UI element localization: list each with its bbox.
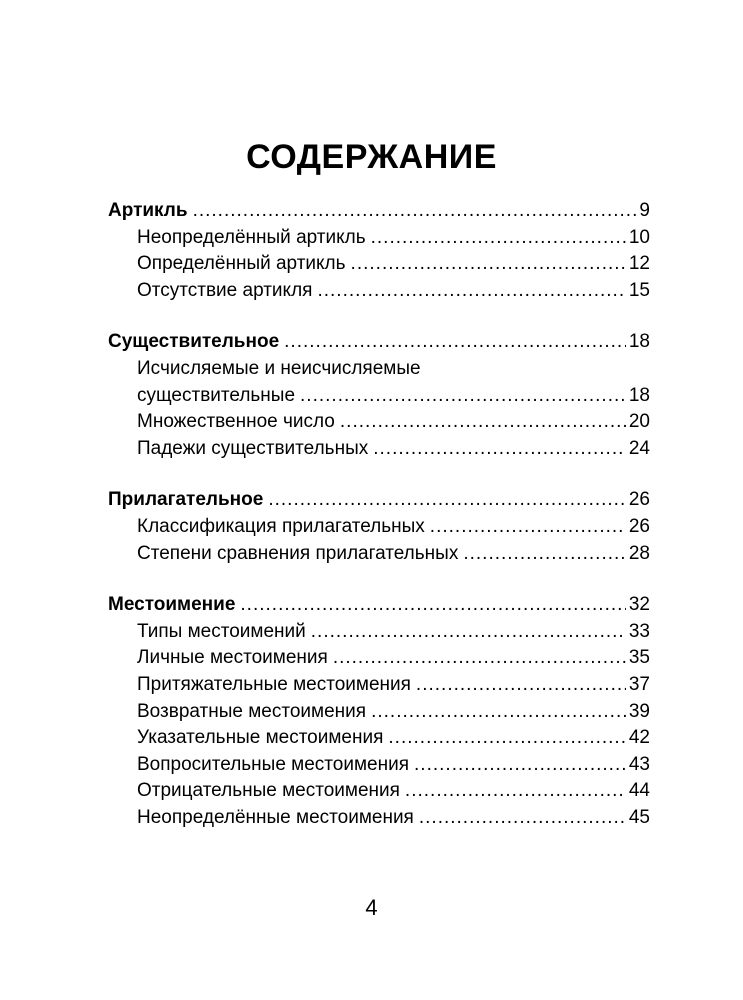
toc-page-number: 32 xyxy=(628,594,650,616)
dot-leader xyxy=(268,487,626,514)
dot-leader xyxy=(463,541,626,568)
toc-page-number: 43 xyxy=(628,753,650,775)
dot-leader xyxy=(351,251,626,278)
footer-page-number: 4 xyxy=(365,895,378,920)
toc-page-number: 42 xyxy=(628,727,650,749)
toc-page-number: 44 xyxy=(628,780,650,802)
toc-section-noun xyxy=(108,329,650,462)
toc-heading-label: Существительное xyxy=(108,331,280,353)
toc-page-number: 24 xyxy=(628,437,650,459)
toc-heading-label: Прилагательное xyxy=(108,489,264,511)
toc-item-label: Множественное число xyxy=(137,411,335,433)
dot-leader xyxy=(414,752,626,779)
toc-page-number: 18 xyxy=(628,384,650,406)
toc-page-number: 9 xyxy=(639,200,650,221)
toc-heading-label: Местоимение xyxy=(108,594,236,616)
toc-page-number: 12 xyxy=(628,253,650,275)
table-of-contents xyxy=(108,198,650,856)
toc-heading-noun[interactable] xyxy=(108,329,650,356)
toc-item[interactable] xyxy=(108,541,650,568)
toc-item-label: Отрицательные местоимения xyxy=(137,780,400,802)
toc-page-number: 45 xyxy=(628,806,650,828)
toc-page-number: 28 xyxy=(628,542,650,564)
toc-section-adjective xyxy=(108,487,650,567)
toc-page-number: 20 xyxy=(628,411,650,433)
toc-item-label: Классификация прилагательных xyxy=(137,515,425,537)
toc-section-article xyxy=(108,198,650,304)
toc-page-number: 35 xyxy=(628,647,650,669)
toc-page-number: 15 xyxy=(628,279,650,301)
toc-heading-label: Артикль xyxy=(108,200,188,221)
toc-item-label: Притяжательные местоимения xyxy=(137,673,411,695)
toc-item[interactable] xyxy=(108,752,650,779)
dot-leader xyxy=(373,436,626,463)
toc-page-number: 37 xyxy=(628,673,650,695)
toc-item[interactable] xyxy=(108,383,650,410)
toc-item-label: Падежи существительных xyxy=(137,437,369,459)
toc-page-number: 10 xyxy=(628,226,650,248)
toc-item-label: Вопросительные местоимения xyxy=(137,753,410,775)
dot-leader xyxy=(193,198,637,225)
toc-item[interactable] xyxy=(108,514,650,541)
page-title: СОДЕРЖАНИЕ xyxy=(246,138,497,176)
toc-item[interactable] xyxy=(108,672,650,699)
toc-page-number: 26 xyxy=(628,489,650,511)
toc-item[interactable] xyxy=(108,436,650,463)
toc-item[interactable] xyxy=(108,805,650,832)
toc-section-pronoun xyxy=(108,592,650,831)
toc-heading-article[interactable] xyxy=(108,198,650,225)
dot-leader xyxy=(300,383,626,410)
toc-item-label: Указательные местоимения xyxy=(137,727,384,749)
toc-heading-adjective[interactable] xyxy=(108,487,650,514)
toc-page-number: 39 xyxy=(628,700,650,722)
dot-leader xyxy=(371,225,626,252)
toc-item[interactable] xyxy=(108,619,650,646)
toc-heading-pronoun[interactable] xyxy=(108,592,650,619)
toc-page-number: 33 xyxy=(628,620,650,642)
dot-leader xyxy=(333,645,626,672)
dot-leader xyxy=(405,778,626,805)
dot-leader xyxy=(419,805,626,832)
toc-item[interactable] xyxy=(108,251,650,278)
toc-item[interactable] xyxy=(108,778,650,805)
toc-item[interactable] xyxy=(108,645,650,672)
toc-item-label: Степени сравнения прилагательных xyxy=(137,542,459,564)
dot-leader xyxy=(388,725,625,752)
toc-item[interactable] xyxy=(108,278,650,305)
toc-page-number: 26 xyxy=(628,515,650,537)
toc-item-label: Неопределённый артикль xyxy=(137,226,366,248)
toc-item-label: Личные местоимения xyxy=(137,647,328,669)
toc-item-label: существительные xyxy=(137,384,296,406)
toc-page-number: 18 xyxy=(628,331,650,353)
dot-leader xyxy=(317,278,625,305)
dot-leader xyxy=(340,409,626,436)
toc-item-label-line1: Исчисляемые и неисчисляемые xyxy=(137,357,421,379)
dot-leader xyxy=(311,619,626,646)
toc-item-label: Типы местоимений xyxy=(137,620,306,642)
toc-item-label: Определённый артикль xyxy=(137,253,346,275)
toc-item-label: Неопределённые местоимения xyxy=(137,806,414,828)
toc-item[interactable] xyxy=(108,409,650,436)
toc-item[interactable] xyxy=(108,225,650,252)
dot-leader xyxy=(430,514,626,541)
dot-leader xyxy=(416,672,626,699)
toc-item-label: Отсутствие артикля xyxy=(137,279,313,301)
toc-item-wrapped-line1[interactable] xyxy=(108,356,650,383)
toc-item[interactable] xyxy=(108,725,650,752)
toc-item-label: Возвратные местоимения xyxy=(137,700,367,722)
toc-item[interactable] xyxy=(108,699,650,726)
dot-leader xyxy=(284,329,626,356)
dot-leader xyxy=(371,699,626,726)
dot-leader xyxy=(240,592,625,619)
